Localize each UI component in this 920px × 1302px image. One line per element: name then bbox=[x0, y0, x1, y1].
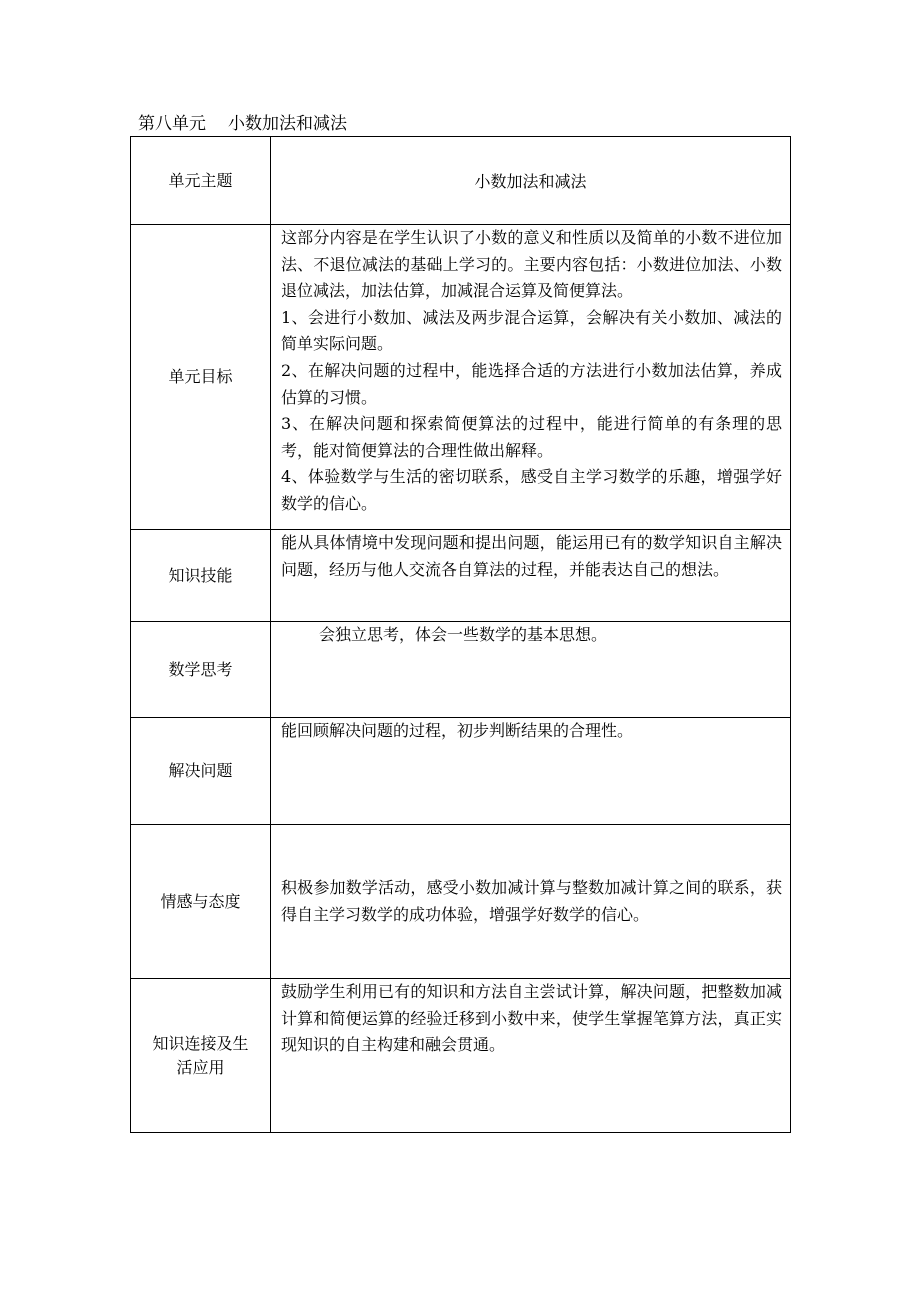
unit-plan-table bbox=[130, 136, 791, 1133]
content-skills: 能从具体情境中发现问题和提出问题，能运用已有的数学知识自主解决问题，经历与他人交流各自算法的过程，并能表达自己的想法。 bbox=[271, 530, 791, 622]
goals-item-1: 1、会进行小数加、减法及两步混合运算，会解决有关小数加、减法的简单实际问题。 bbox=[281, 307, 782, 354]
row-theme bbox=[131, 137, 791, 225]
goals-intro: 这部分内容是在学生认识了小数的意义和性质以及简单的小数不进位加法、不退位减法的基础上学习的。主要内容包括：小数进位加法、小数退位减法，加法估算，加减混合运算及简便算法。 bbox=[281, 228, 782, 301]
label-theme: 单元主题 bbox=[131, 137, 271, 225]
row-attitude bbox=[131, 825, 791, 979]
heading-unit: 第八单元 bbox=[138, 114, 206, 134]
goals-item-4: 4、体验数学与生活的密切联系，感受自主学习数学的乐趣，增强学好数学的信心。 bbox=[281, 467, 782, 513]
content-thinking-cell bbox=[271, 622, 791, 718]
goals-item-2: 2、在解决问题的过程中，能选择合适的方法进行小数加法估算，养成估算的习惯。 bbox=[281, 360, 782, 407]
row-goals bbox=[131, 225, 791, 530]
label-thinking: 数学思考 bbox=[131, 622, 271, 718]
label-application bbox=[131, 979, 271, 1133]
label-goals: 单元目标 bbox=[131, 225, 271, 530]
row-application bbox=[131, 979, 791, 1133]
label-skills: 知识技能 bbox=[131, 530, 271, 622]
content-attitude: 积极参加数学活动，感受小数加减计算与整数加减计算之间的联系，获得自主学习数学的成功体验，增强学好数学的信心。 bbox=[271, 825, 791, 979]
row-thinking bbox=[131, 622, 791, 718]
label-attitude: 情感与态度 bbox=[131, 825, 271, 979]
row-skills bbox=[131, 530, 791, 622]
label-application-line1: 知识连接及生 bbox=[152, 1033, 249, 1053]
content-theme: 小数加法和减法 bbox=[271, 137, 791, 225]
page-heading bbox=[138, 112, 347, 136]
content-problem: 能回顾解决问题的过程，初步判断结果的合理性。 bbox=[271, 718, 791, 825]
content-goals bbox=[271, 225, 791, 530]
label-application-line2: 活应用 bbox=[176, 1057, 225, 1077]
row-problem bbox=[131, 718, 791, 825]
goals-item-3: 3、在解决问题和探索简便算法的过程中，能进行简单的有条理的思考，能对简便算法的合理性做出解释。 bbox=[281, 414, 782, 460]
content-application: 鼓励学生利用已有的知识和方法自主尝试计算，解决问题，把整数加减计算和简便运算的经验迁移到小数中来，使学生掌握笔算方法，真正实现知识的自主构建和融会贯通。 bbox=[271, 979, 791, 1133]
heading-title: 小数加法和减法 bbox=[228, 114, 347, 134]
content-thinking: 会独立思考，体会一些数学的基本思想。 bbox=[319, 625, 608, 644]
label-problem: 解决问题 bbox=[131, 718, 271, 825]
